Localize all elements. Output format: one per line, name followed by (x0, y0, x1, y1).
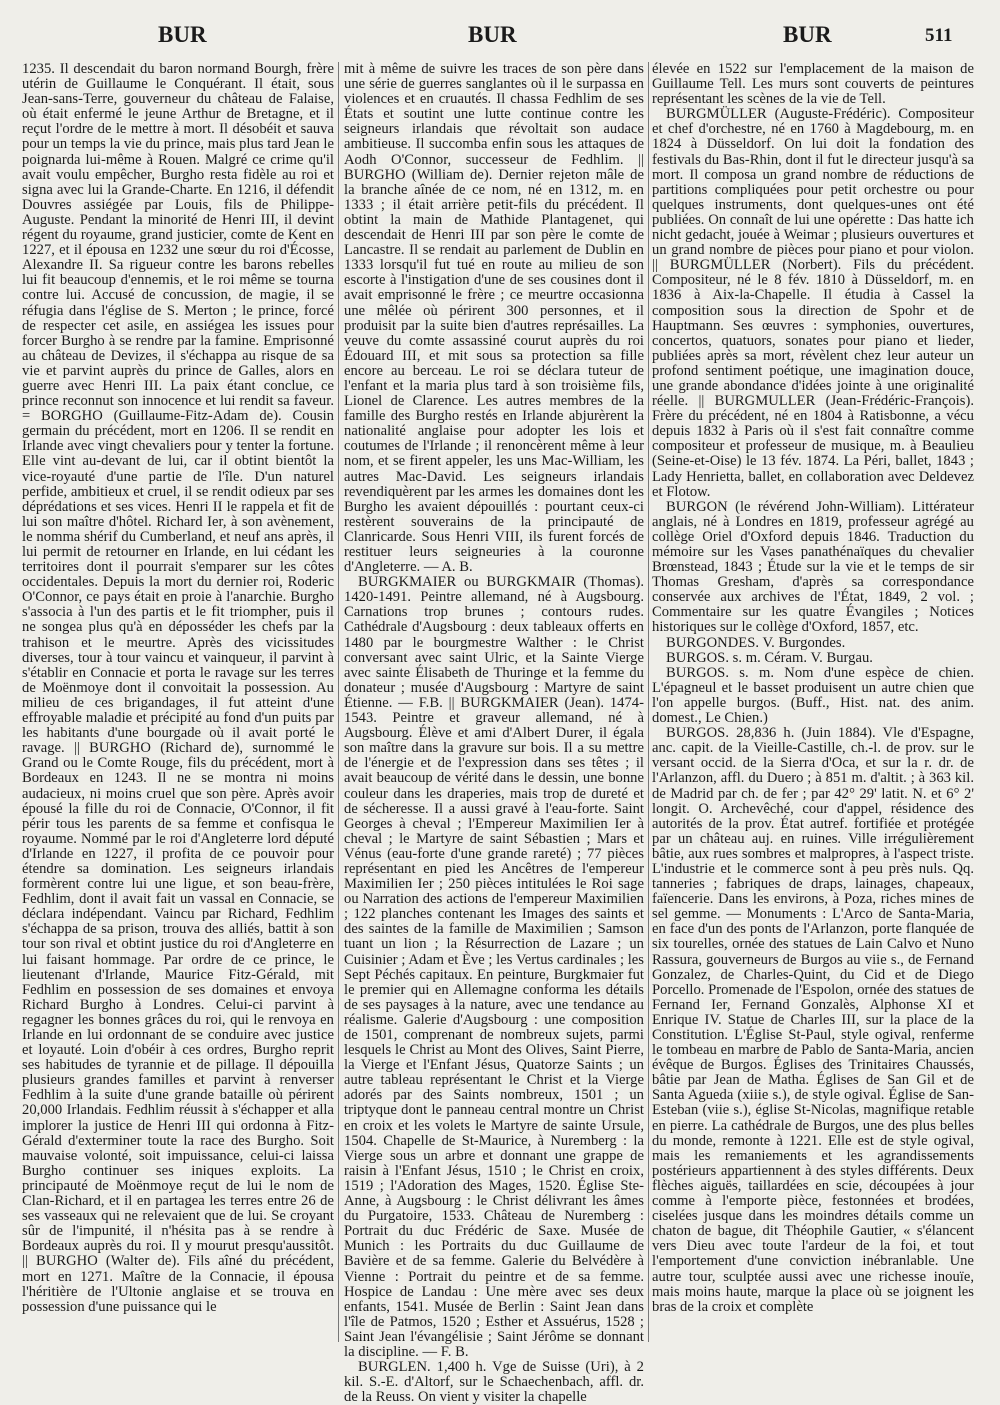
entry-burgondes: BURGONDES. V. Burgondes. (666, 634, 846, 651)
entry-text: mit à même de suivre les traces de son père dans une série de guerres sanglantes où il le surpassa en violences et en cruautés. Il chassa Fedhlim de ses États et soutint une lutte continue contre les seigneurs irlandais que révoltait son audace ambitieuse. Il succomba enfin sous les attaques de Aodh O'Connor, successeur de Fedhlim. || BURGHO (William de). Dernier rejeton mâle de la branche aînée de ce nom, né en 1312, m. en 1333 ; il était arrière petit-fils du précédent. Il obtint la main de Mathide Plantagenet, qui descendait de Henri III par son père le comte de Lancastre. Il se rendait au parlement de Dublin en 1333 lorsqu'il fut tué en route au milieu de son escorte à l'instigation d'une de ses cousines dont il avait emprisonné le frère ; ce meurtre occasionna une mêlée où périrent 300 personnes, et il produisit par la suite bien d'autres représailles. La veuve du comte assassiné courut auprès du roi Édouard III, et mit sous sa protection sa fille encore au berceau. Le roi se déclara tuteur de l'enfant et la maria plus tard à son troisième fils, Lionel de Clarence. Les autres membres de la famille des Burgho restés en Irlande abjurèrent la nationalité anglaise pour adopter les lois et coutumes de l'Irlande ; il renoncèrent même à leur nom, et se firent appeler, les uns Mac-William, les autres Mac-David. Les seigneurs irlandais revendiquèrent par les armes les domaines dont les Burgho les avaient dépouillés : pourtant ceux-ci restèrent souverains de la principauté de Clanricarde. Sous Henri VIII, ils furent forcés de restituer leurs seigneuries à la couronne d'Angleterre. — A. B. (344, 61, 644, 576)
entry-burgon: BURGON (le révérend John-William). Littérateur anglais, né à Londres en 1819, professeur agrégé au collège Oriel d'Oxford depuis 1846. Traduction du mémoire sur les Vases panathénaïques du chevalier Brœnstead, 1843 ; Étude sur la vie et le temps de sir Thomas Gresham, d'après sa correspondance conservée aux archives de l'État, 1849, 2 vol. ; Commentaire sur les quatre Évangiles ; Notices historiques sur le collège d'Oxford, 1857, etc. (652, 498, 974, 636)
entry-burgkmaier: BURGKMAIER ou BURGKMAIR (Thomas). 1420-1491. Peintre allemand, né à Augsbourg. Carnations trop brunes ; contours rudes. Cathédrale d'Augsbourg : deux tableaux offerts en 1480 par le bourgmestre Walther : le Christ conversant avec saint Ulric, et la Sainte Vierge avec sainte Élisabeth de Thuringe et la femme du donateur ; musée d'Augsbourg : Martyre de saint Étienne. — F.B. || BURGKMAIER (Jean). 1474-1543. Peintre et graveur allemand, né à Augsbourg. Élève et ami d'Albert Durer, il égala son maître dans la gravure sur bois. Il a su mettre de l'énergie et de l'expression dans ses têtes ; il avait beaucoup de vérité dans le dessin, une bonne couleur dans les draperies, mais trop de dureté et de sécheresse. Il a aussi gravé à l'eau-forte. Saint Georges à cheval ; l'Empereur Maximilien Ier à cheval ; le Martyre de saint Sébastien ; Mars et Vénus (eau-forte d'une grande rareté) ; 77 pièces représentant en pied les Ancêtres de l'empereur Maximilien Ier ; 250 pièces intitulées le Roi sage ou Narration des actions de l'empereur Maximilien ; 122 planches contenant les Images des saints et des saintes de la famille de Maximilien ; Samson tuant un lion ; la Résurrection de Lazare ; un Cuisinier ; Adam et Ève ; les Vertus cardinales ; les Sept Péchés capitaux. En peinture, Burgkmaier fut le premier qui en Allemagne conforma les détails de ses paysages à la nature, avec une tendance au réalisme. Galerie d'Augsbourg : une composition de 1501, comprenant de nombreux sujets, parmi lesquels le Christ au Mont des Olives, Saint Pierre, la Vierge et l'Enfant Jésus, Quatorze Saints ; un autre tableau représentant le Christ et la Vierge adorés par des Saints nombreux, 1501 ; un triptyque dont le panneau central montre un Christ en croix et les volets le Martyre de sainte Ursule, 1504. Chapelle de St-Maurice, à Nuremberg : la Vierge sous un arbre et donnant une grappe de raisin à l'Enfant Jésus, 1510 ; le Christ en croix, 1519 ; l'Adoration des Mages, 1520. Église Ste-Anne, à Augsbourg : le Christ délivrant les âmes du Purgatoire, 1533. Château de Nuremberg : Portrait du duc Frédéric de Saxe. Musée de Munich : les Portraits du duc Guillaume de Bavière et de sa femme. Galerie du Belvédère à Vienne : Portrait du peintre et de sa femme. Hospice de Landau : Une mère avec ses deux enfants, 1541. Musée de Berlin : Saint Jean dans l'île de Patmos, 1520 ; Esther et Assuérus, 1528 ; Saint Jean l'évangélisie ; Saint Jérôme se donnant la discipline. — F. B. (344, 574, 644, 1360)
entry-burgos-chien: BURGOS. s. m. Nom d'une espèce de chien. L'épagneul et le basset produisent un autre chien que l'on appelle burgos. (Buff., Hist. nat. des anim. domest., Le Chien.) (652, 664, 974, 727)
entry-burglen: BURGLEN. 1,400 h. Vge de Suisse (Uri), à 2 kil. S.-E. d'Altorf, sur le Schaechenbach, affl. dr. de la Reuss. On vient y visiter la chapelle (344, 1359, 644, 1405)
running-head-right: BUR (783, 22, 832, 47)
running-head (0, 22, 1000, 56)
entry-burgos-ceram: BURGOS. s. m. Céram. V. Burgau. (666, 649, 873, 666)
column-divider (648, 62, 649, 1342)
entry-burgos-ville: BURGOS. 28,836 h. (Juin 1884). Vle d'Espagne, anc. capit. de la Vieille-Castille, ch.-l. de prov. sur le versant occid. de la Sierra d'Oca, et sur la r. dr. de l'Arlanzon, affl. du Duero ; à 851 m. d'altit. ; à 363 kil. de Madrid par ch. de fer ; par 42° 29' latit. N. et 6° 2' longit. O. Archevêché, cour d'appel, résidence des autorités de la prov. État autref. fortifiée et protégée par un château auj. en ruines. Ville irrégulièrement bâtie, aux rues sombres et malpropres, à l'aspect triste. L'industrie et le commerce sont à peu près nuls. Qq. tanneries ; fabriques de draps, lainages, chapeaux, faïencerie. Dans les environs, à Poza, riches mines de sel gemme. — Monuments : L'Arco de Santa-Maria, en face d'un des ponts de l'Arlanzon, porte flanquée de six tourelles, ornée des statues de Lain Calvo et Nuno Rassura, gouverneurs de Burgos au viie s., de Fernand Gonzalez, de Charles-Quint, du Cid et de Diego Porcello. Promenade de l'Espolon, ornée des statues de Fernand Ier, Fernand Gonzalès, Alphonse XI et Enrique IV. Statue de Charles III, sur la place de la Constitution. L'Église St-Paul, style ogival, renferme le tombeau en marbre de Pablo de Santa-Maria, ancien évêque de Burgos. Églises des Trinitaires Chaussés, bâtie par Jean de Matha. Églises de San Gil et de Santa Agueda (xiiie s.), de style ogival. Église de San-Esteban (viie s.), église St-Nicolas, magnifique retable en pierre. La cathédrale de Burgos, une des plus belles du monde, remonte à 1221. Elle est de style ogival, mais les remaniements et les agrandissements postérieurs appartiennent à des styles différents. Deux flèches aiguës, taillardées en scie, découpées à jour comme à l'emporte pièce, festonnées et brodées, ciselées jusque dans les moindres détails comme un chaton de bague, dit Théophile Gautier, « s'élancent vers Dieu avec toute l'ardeur de la foi, et tout l'emportement d'une conviction inébranlable. Une autre tour, sculptée aussi avec une richesse inouïe, mais moins haute, marque la place où se joignent les bras de la croix et complète (652, 725, 974, 1315)
page-number: 511 (925, 25, 953, 46)
entry-text: 1235. Il descendait du baron normand Bourgh, frère utérin de Guillaume le Conquérant. Il était, sous Jean-sans-Terre, gouverneur du château de Falaise, où était enfermé le jeune Arthur de Bretagne, et il reçut l'ordre de le mettre à mort. Il désobéit et sauva pour un temps la vie du prince, mais plus tard Jean le poignarda lui-même à Rouen. Malgré ce crime qu'il avait voulu empêcher, Burgho resta fidèle au roi et signa avec lui la Grande-Charte. En 1216, il défendit Douvres assiégée par Louis, fils de Philippe-Auguste. Pendant la minorité de Henri III, il devint régent du royaume, grand justicier, comte de Kent en 1227, et il épousa en 1232 une sœur du roi d'Écosse, Alexandre II. Sa rigueur contre les barons rebelles lui fit beaucoup d'ennemis, et le roi même se tourna contre lui. Accusé de concussion, de magie, il se réfugia dans l'église de S. Merton ; le prince, forcé de respecter cet asile, en assiégea les issues pour forcer Burgho à se rendre par la famine. Emprisonné au château de Devizes, il s'échappa au risque de sa vie et parvint auprès du prince de Galles, alors en guerre avec Henri III. La paix étant conclue, ce prince reconnut son innocence et lui rendit sa faveur. = BORGHO (Guillaume-Fitz-Adam de). Cousin germain du précédent, mort en 1206. Il se rendit en Irlande avec vingt chevaliers pour y tenter la fortune. Elle vint au-devant de lui, car il obtint bientôt la vice-royauté d'une partie de l'île. D'un naturel perfide, ambitieux et cruel, il se rendit odieux par ses déprédations et ses vices. Henri II le rappela et fit de lui son maître d'hôtel. Richard Ier, à son avènement, le nomma shérif du Cumberland, et neuf ans après, il lui permit de retourner en Irlande, en lui cédant les territoires dont il pourrait s'emparer sur les côtes occidentales. Depuis la mort du dernier roi, Roderic O'Connor, ce pays était en proie à l'anarchie. Burgho s'associa à l'un des partis et le fit triompher, puis il ne songea plus qu'à en déposséder les chefs par la trahison et le meurtre. Après des vicissitudes diverses, tour à tour vaincu et vainqueur, il parvint à s'établir en Connacie et porta le ravage sur les terres de Moënmoye dont il convoitait la possession. Au milieu de ces brigandages, il fut atteint d'une effroyable maladie et précipité au fond d'un puits par les habitants d'une bourgade où il avait porté le ravage. || BURGHO (Richard de), surnommé le Grand ou le Comte Rouge, fils du précédent, mort à Bordeaux en 1243. Il ne se montra ni moins audacieux, ni moins cruel que son père. Après avoir épousé la fille du roi de Connacie, O'Connor, il fit périr tous les parents de sa femme et confisqua le royaume. Nommé par le roi d'Angleterre lord député d'Irlande en 1227, il profita de ce pouvoir pour étendre sa domination. Les seigneurs irlandais formèrent contre lui une ligue, et son beau-frère, Fedhlim, dont il avait fait un vassal en Connacie, se déclara indépendant. Vaincu par Richard, Fedhlim s'échappa de sa prison, trouva des alliés, battit à son tour son rival et obtint justice du roi d'Angleterre en lui faisant hommage. Par ordre de ce prince, le lieutenant d'Irlande, Maurice Fitz-Gérald, mit Fedhlim en possession de ses domaines et envoya Richard Burgho à Londres. Celui-ci parvint à regagner les bonnes grâces du roi, qui le renvoya en Irlande en lui ordonnant de se conduire avec justice et loyauté. Loin d'obéir à ces ordres, Burgho reprit ses habitudes de tyrannie et de pillage. Il dépouilla plusieurs grandes familles et parvint à renverser Fedhlim à la suite d'une grande bataille où périrent 20,000 Irlandais. Fedhlim réussit à s'échapper et alla implorer la justice de Henri III qui ordonna à Fitz-Gérald d'exterminer toute la race des Burgho. Soit mauvaise volonté, soit impuissance, celui-ci laissa Burgho continuer ses iniques exploits. La principauté de Moënmoye reçut de lui le nom de Clan-Richard, et il en partagea les terres entre 26 de ses vasseaux qui ne relevaient que de lui. Se croyant sûr de l'impunité, il n'hésita pas à se rendre à Bordeaux auprès du roi. Il y mourut presqu'aussitôt. || BURGHO (Walter de). Fils aîné du précédent, mort en 1271. Maître de la Connacie, il épousa l'héritière de l'Ultonie anglaise et se trouva en possession d'une puissance qui le (22, 61, 334, 1315)
column-middle (344, 61, 644, 1405)
column-divider (338, 62, 339, 1342)
running-head-center: BUR (468, 22, 517, 47)
entry-burgmuller: BURGMÜLLER (Auguste-Frédéric). Compositeur et chef d'orchestre, né en 1760 à Magdebourg, m. en 1824 à Düsseldorf. On lui doit la fondation des festivals du Bas-Rhin, dont il fut le directeur jusqu'à sa mort. Il composa un grand nombre de réductions de partitions compliquées pour petit orchestre ou pour quelques instruments, dont quelques-unes ont été publiées. On connaît de lui une opérette : Das hatte ich nicht gedacht, jouée à Weimar ; plusieurs ouvertures et un grand nombre de pièces pour piano et pour violon. || BURGMÜLLER (Norbert). Fils du précédent. Compositeur, né le 8 fév. 1810 à Düsseldorf, m. en 1836 à Aix-la-Chapelle. Il étudia à Cassel la composition sous la direction de Spohr et de Hauptmann. Ses œuvres : symphonies, ouvertures, concertos, quatuors, sonates pour piano et lieder, publiées après sa mort, révèlent chez leur auteur un profond sentiment poétique, une imagination douce, une grande abondance d'idées jointe à une originalité réelle. || BURGMULLER (Jean-Frédéric-François). Frère du précédent, né en 1804 à Ratisbonne, a vécu depuis 1832 à Paris où il s'est fait connaître comme compositeur et professeur de musique, m. à Beaulieu (Seine-et-Oise) le 13 fév. 1874. La Péri, ballet, 1843 ; Lady Henrietta, ballet, en collaboration avec Deldevez et Flotow. (652, 106, 974, 500)
column-right (652, 62, 974, 1342)
running-head-left: BUR (158, 22, 207, 47)
entry-text: élevée en 1522 sur l'emplacement de la maison de Guillaume Tell. Les murs sont couverts de peintures représentant les scènes de la vie de Tell. (652, 61, 974, 108)
column-left (22, 62, 334, 1342)
